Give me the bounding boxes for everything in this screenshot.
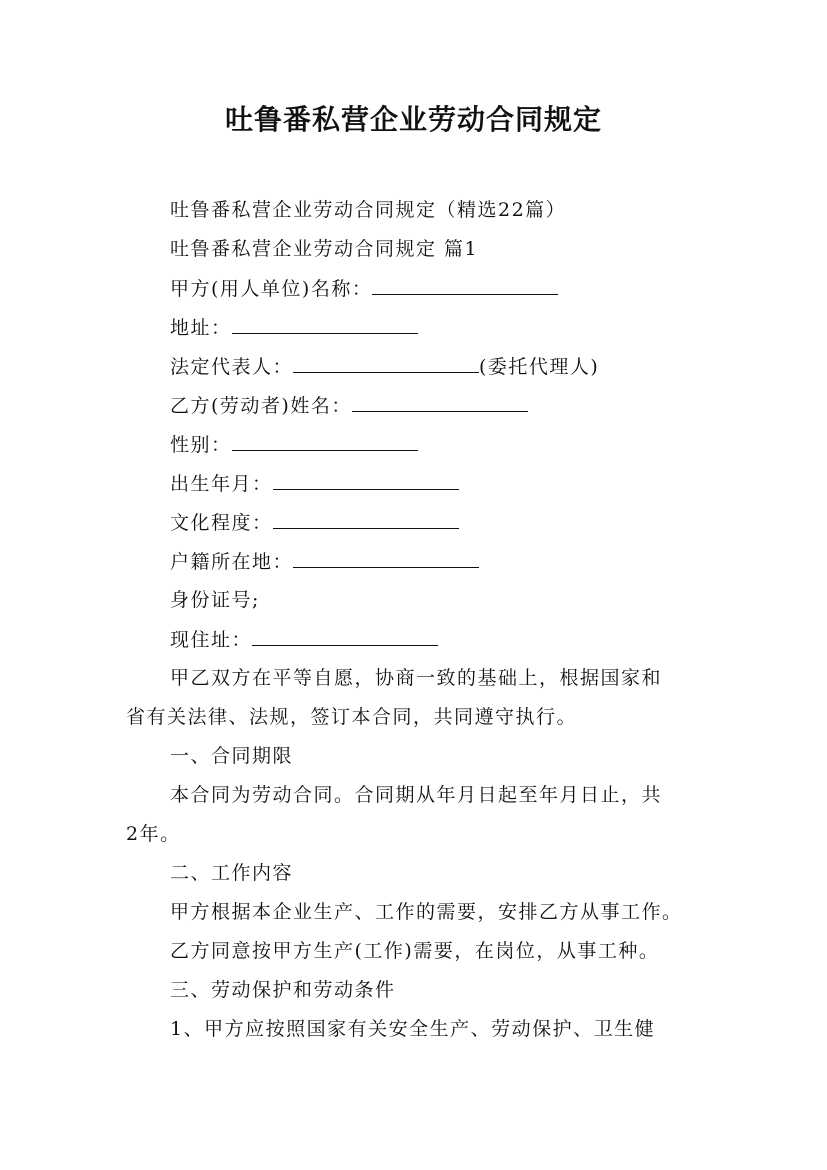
document-title: 吐鲁番私营企业劳动合同规定 (224, 103, 602, 136)
field-label: 身份证号; (170, 589, 260, 611)
field-label: 法定代表人： (170, 356, 294, 378)
blank-line (232, 313, 418, 334)
field-label: 地址： (170, 317, 232, 339)
field-current-address (170, 625, 438, 654)
field-label: 出生年月： (170, 473, 273, 495)
paragraph-line: 乙方同意按甲方生产(工作)需要，在岗位，从事工种。 (170, 940, 660, 962)
blank-line (252, 625, 438, 646)
field-household-registration (170, 547, 479, 576)
paragraph-line: 甲方根据本企业生产、工作的需要，安排乙方从事工作。 (170, 901, 683, 923)
field-label: 现住址： (170, 629, 253, 651)
paragraph-line: 甲乙双方在平等自愿，协商一致的基础上，根据国家和 (170, 667, 663, 689)
field-label: 文化程度： (170, 512, 273, 534)
paragraph-line: 1、甲方应按照国家有关安全生产、劳动保护、卫生健 (170, 1018, 656, 1040)
paragraph-line: 本合同为劳动合同。合同期从年月日起至年月日止，共 (170, 784, 663, 806)
field-employee-name (170, 391, 528, 420)
field-birth-date (170, 469, 459, 498)
field-label: 性别： (170, 434, 232, 456)
blank-line (352, 391, 528, 412)
paragraph-line: 省有关法律、法规，签订本合同，共同遵守执行。 (126, 706, 578, 728)
field-legal-representative (170, 352, 599, 381)
field-id-number (170, 586, 260, 614)
blank-line (273, 469, 459, 490)
blank-line (293, 352, 479, 373)
document-subtitle: 吐鲁番私营企业劳动合同规定（精选22篇） (170, 199, 567, 221)
section-heading: 吐鲁番私营企业劳动合同规定 篇1 (170, 238, 479, 260)
section-heading-labor-protection: 三、劳动保护和劳动条件 (170, 979, 396, 1001)
section-heading-contract-term: 一、合同期限 (170, 745, 294, 767)
field-label: 户籍所在地： (170, 551, 294, 573)
blank-line (273, 508, 459, 529)
field-employer-name (170, 274, 558, 303)
field-label: 乙方(劳动者)姓名： (170, 395, 352, 417)
blank-line (293, 547, 479, 568)
section-heading-work-content: 二、工作内容 (170, 862, 294, 884)
blank-line (372, 274, 558, 295)
field-education (170, 508, 459, 537)
field-address (170, 313, 418, 342)
field-suffix: (委托代理人) (479, 356, 600, 378)
field-label: 甲方(用人单位)名称： (170, 278, 373, 300)
field-gender (170, 430, 418, 459)
blank-line (232, 430, 418, 451)
paragraph-line: 2年。 (126, 823, 181, 845)
